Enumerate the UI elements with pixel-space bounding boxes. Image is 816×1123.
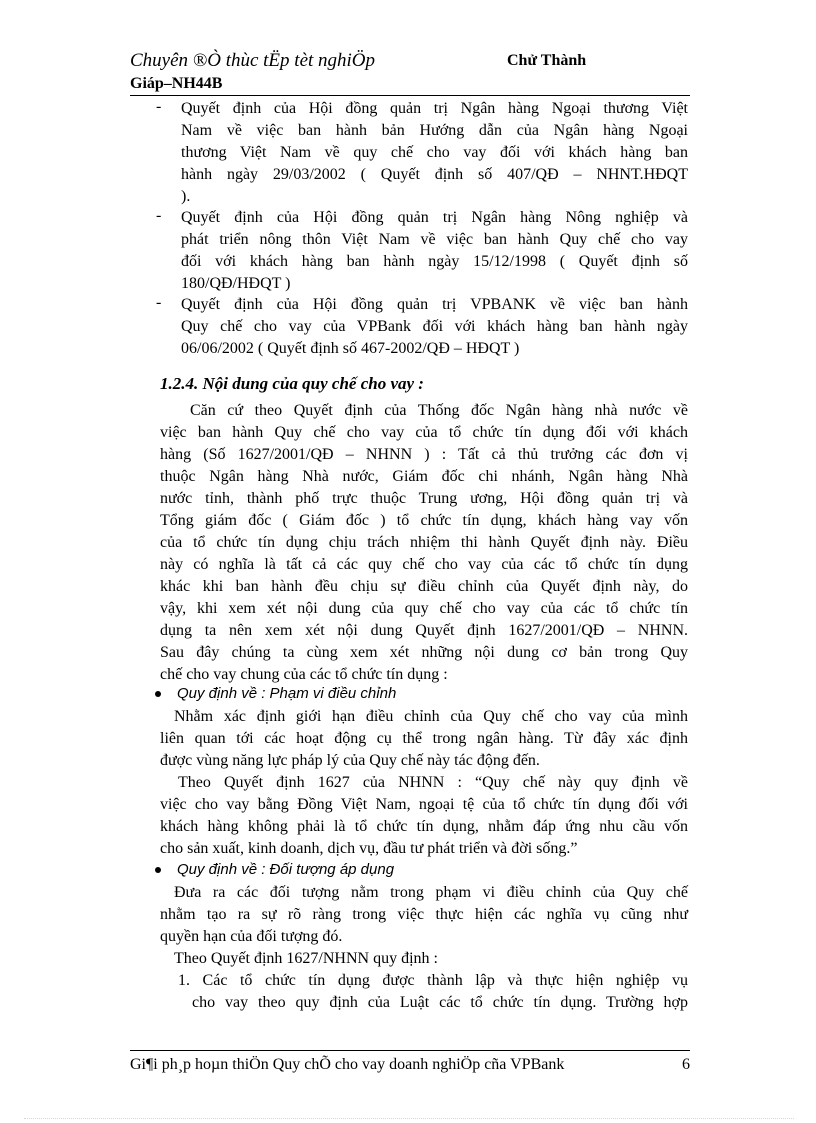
dash-bullet: -	[156, 294, 162, 311]
list-item-line: 06/06/2002 ( Quyết định số 467-2002/QĐ – HĐQT )	[181, 340, 520, 357]
paragraph-line: chế cho vay chung của các tổ chức tín dụng :	[160, 666, 448, 683]
list-item-line: Quy chế cho vay của VPBank đối với khách hàng ban hành ngày	[181, 318, 688, 335]
header-author: Chử Thành	[507, 52, 587, 69]
paragraph-line: được vùng năng lực pháp lý của Quy chế này tác động đến.	[160, 752, 540, 769]
paragraph-line: Tổng giám đốc ( Giám đốc ) tổ chức tín dụng, khách hàng vay vốn	[160, 512, 688, 529]
paragraph-line: nước tỉnh, thành phố trực thuộc Trung ương, Hội đồng quản trị và	[160, 490, 688, 507]
paragraph-line: Nhằm xác định giới hạn điều chỉnh của Quy chế cho vay của mình	[174, 708, 688, 725]
paragraph-line: này có nghĩa là tất cả các quy chế cho vay của các tổ chức tín dụng	[160, 556, 688, 573]
footer-rule	[130, 1050, 690, 1051]
list-item-line: ).	[181, 188, 191, 205]
list-item-line: đối với khách hàng ban hành ngày 15/12/1998 ( Quyết định số	[181, 253, 688, 270]
paragraph-line: dụng ta nên xem xét nội dung Quyết định 1627/2001/QĐ – NHNN.	[160, 622, 688, 639]
paragraph-line: việc ban hành Quy chế cho vay của tổ chức tín dụng đối với khách	[160, 424, 688, 441]
list-item-line: Quyết định của Hội đồng quản trị Ngân hàng Nông nghiệp và	[181, 209, 688, 226]
paragraph-line: liên quan tới các hoạt động cụ thể trong ngân hàng. Từ đây xác định	[160, 730, 688, 747]
list-item-line: hành ngày 29/03/2002 ( Quyết định số 407/QĐ – NHNT.HĐQT	[181, 166, 688, 183]
dash-bullet: -	[156, 98, 162, 115]
paragraph-line: của tổ chức tín dụng chịu trách nhiệm thi hành Quyết định này. Điều	[160, 534, 688, 551]
paragraph-line: Sau đây chúng ta cùng xem xét những nội dung cơ bản trong Quy	[160, 644, 688, 661]
theo-line: Theo Quyết định 1627/NHNN quy định :	[174, 950, 438, 967]
list-item-line: Nam về việc ban hành bản Hướng dẫn của Ngân hàng Ngoại	[181, 122, 688, 139]
paragraph-line: cho sản xuất, kinh doanh, dịch vụ, đầu tư phát triển và đời sống.”	[160, 840, 578, 857]
list-item-line: thương Việt Nam về quy chế cho vay đối với khách hàng ban	[181, 144, 688, 161]
page-edge-dotted-line	[24, 1118, 794, 1119]
dash-bullet: -	[156, 207, 162, 224]
paragraph-line: việc cho vay bằng Đồng Việt Nam, ngoại tệ của tổ chức tín dụng đối với	[160, 796, 688, 813]
paragraph-line: khác khi ban hành đều chịu sự điều chỉnh của Quyết định này, do	[160, 578, 688, 595]
bullet-dot	[155, 691, 161, 697]
paragraph-line: 1. Các tổ chức tín dụng được thành lập và thực hiện nghiệp vụ	[178, 972, 688, 989]
bullet-dot	[155, 867, 161, 873]
footer-text: Gi¶i ph¸p hoµn thiÖn Quy chÕ cho vay doanh nghiÖp cña VPBank	[130, 1056, 565, 1073]
list-item-line: Quyết định của Hội đồng quản trị Ngân hàng Ngoại thương Việt	[181, 100, 688, 117]
paragraph-line: thuộc Ngân hàng Nhà nước, Giám đốc chi nhánh, Ngân hàng Nhà	[160, 468, 688, 485]
paragraph-line: Theo Quyết định 1627 của NHNN : “Quy chế này quy định về	[178, 774, 688, 791]
list-item-line: 180/QĐ/HĐQT )	[181, 275, 291, 292]
paragraph-line: Căn cứ theo Quyết định của Thống đốc Ngân hàng nhà nước về	[190, 402, 688, 419]
paragraph-line: vậy, khi xem xét nội dung của quy chế cho vay của các tổ chức tín	[160, 600, 688, 617]
section-heading: 1.2.4. Nội dung của quy chế cho vay :	[160, 374, 424, 393]
page-number: 6	[682, 1056, 690, 1073]
list-item-line: Quyết định của Hội đồng quản trị VPBANK về việc ban hành	[181, 296, 688, 313]
header-title: Chuyên ®Ò thùc tËp tèt nghiÖp	[130, 50, 376, 71]
paragraph-line: khách hàng không phải là tổ chức tín dụng, nhằm đáp ứng nhu cầu vốn	[160, 818, 688, 835]
paragraph-line: nhằm tạo ra sự rõ ràng trong việc thực hiện các nghĩa vụ cũng như	[160, 906, 688, 923]
bullet-subject: Quy định về : Đối tượng áp dụng	[177, 861, 395, 878]
bullet-scope: Quy định về : Phạm vi điều chỉnh	[177, 685, 397, 702]
list-item-line: phát triển nông thôn Việt Nam về việc ban hành Quy chế cho vay	[181, 231, 688, 248]
paragraph-line: hàng (Số 1627/2001/QĐ – NHNN ) : Tất cả thủ trưởng các đơn vị	[160, 446, 688, 463]
header-subtitle: Giáp–NH44B	[130, 75, 223, 92]
paragraph-line: cho vay theo quy định của Luật các tổ chức tín dụng. Trường hợp	[192, 994, 688, 1011]
paragraph-line: Đưa ra các đối tượng nằm trong phạm vi điều chỉnh của Quy chế	[174, 884, 688, 901]
paragraph-line: quyền hạn của đối tượng đó.	[160, 928, 343, 945]
header-rule	[130, 95, 690, 96]
